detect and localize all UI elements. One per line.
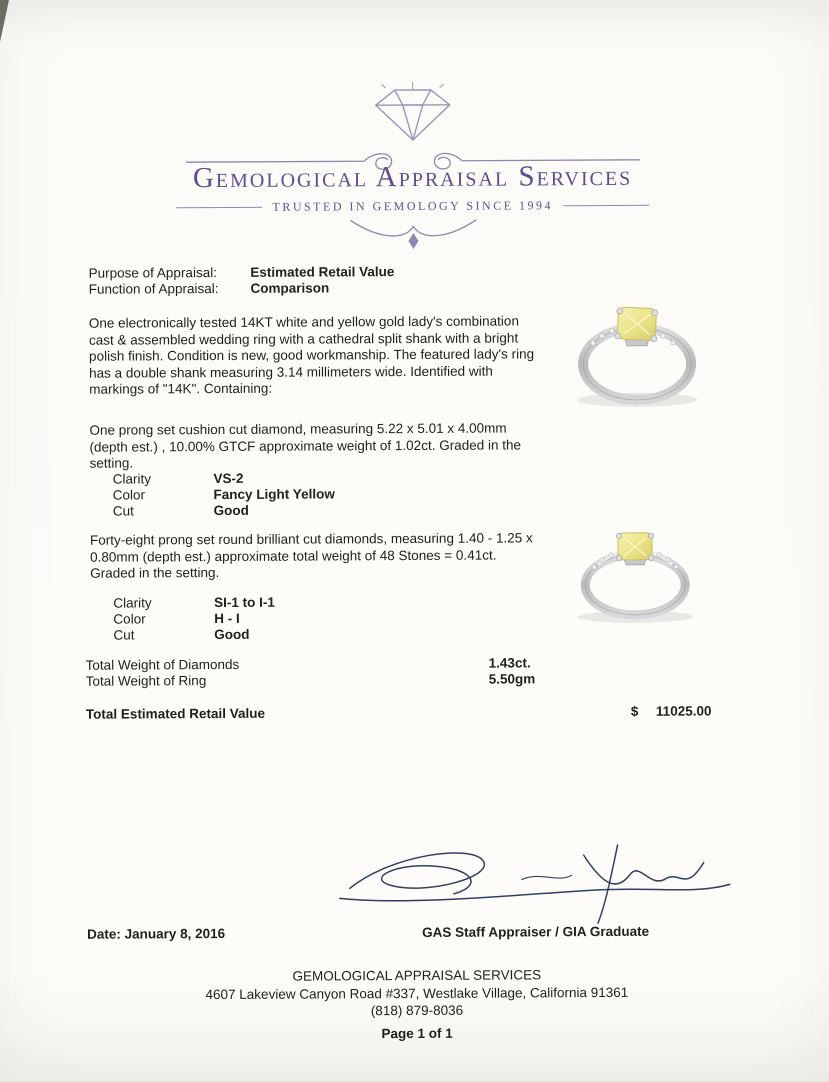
grade-row (113, 611, 275, 628)
purpose-value: Estimated Retail Value (250, 264, 394, 280)
stone1-description: One prong set cushion cut diamond, measuring 5.22 x 5.01 x 4.00mm (depth est.) , 10.00% GTCF approximate weight of 1.02ct. Graded in the setting. (89, 420, 521, 472)
tagline-rule-left (176, 207, 262, 208)
grade-row (113, 595, 275, 612)
grade-label: Cut (113, 503, 210, 520)
date-line: Date: January 8, 2016 (87, 926, 225, 943)
grade-value: SI-1 to I-1 (214, 595, 275, 610)
grade-value: Good (214, 503, 249, 518)
stone2-description: Forty-eight prong set round brilliant cut diamonds, measuring 1.40 - 1.25 x 0.80mm (depth est.) approximate total weight of 48 Stones = 0.41ct. Graded in the setting. (90, 530, 540, 582)
total-ring-label: Total Weight of Ring (86, 673, 207, 689)
grade-row (113, 486, 335, 503)
purpose-label: Purpose of Appraisal: (89, 265, 247, 282)
grade-label: Clarity (113, 595, 210, 612)
purpose-row (89, 264, 395, 282)
stone2-grades (113, 595, 275, 644)
diamond-logo (0, 72, 827, 155)
total-diamonds-value: 1.43ct. (489, 655, 531, 672)
signer-title: GAS Staff Appraiser / GIA Graduate (422, 924, 649, 942)
grade-value: H - I (214, 611, 240, 626)
retail-value-label: Total Estimated Retail Value (86, 706, 265, 723)
retail-amount: 11025.00 (656, 703, 712, 720)
signature-handwriting (332, 834, 743, 936)
grade-value: Fancy Light Yellow (213, 486, 334, 502)
ring-photo-1 (555, 301, 721, 415)
function-row (89, 280, 330, 298)
grade-value: VS-2 (213, 471, 243, 486)
header-ornament-bottom (0, 212, 828, 261)
grade-row (113, 627, 275, 644)
function-value: Comparison (250, 280, 329, 295)
ring-photo-2 (558, 528, 714, 629)
stone1-grades (113, 470, 335, 519)
tagline-rule-right (563, 205, 649, 206)
total-ring-row (86, 673, 207, 690)
footer-page-number: Page 1 of 1 (3, 1024, 829, 1045)
grade-label: Clarity (113, 471, 210, 488)
grade-label: Color (113, 611, 210, 628)
footer-org: GEMOLOGICAL APPRAISAL SERVICES (2, 966, 829, 987)
tagline: TRUSTED IN GEMOLOGY SINCE 1994 (272, 198, 553, 214)
grade-row (113, 470, 335, 487)
total-diamonds-row (86, 657, 240, 674)
function-label: Function of Appraisal: (89, 281, 247, 298)
total-diamonds-label: Total Weight of Diamonds (86, 657, 240, 673)
item-description: One electronically tested 14KT white and yellow gold lady's combination cast & assembled wedding ring with a cathedral split shank with a bright polish finish. Condition is new, good workmanship. The featured lady's ring has a double shank measuring 3.14 millimeters wide. Identified with markings of "14K". Containing: (89, 313, 537, 398)
footer-phone: (818) 879-8036 (2, 1001, 829, 1022)
footer-address: 4607 Lakeview Canyon Road #337, Westlake Village, California 91361 (2, 984, 829, 1005)
retail-currency: $ (631, 704, 639, 721)
total-ring-value: 5.50gm (489, 671, 536, 688)
grade-value: Good (214, 627, 249, 642)
grade-label: Cut (113, 627, 210, 644)
diamond-logo-icon (357, 74, 467, 149)
page-title: Gemological Appraisal Services (0, 159, 827, 196)
grade-label: Color (113, 487, 210, 504)
grade-row (113, 502, 335, 519)
